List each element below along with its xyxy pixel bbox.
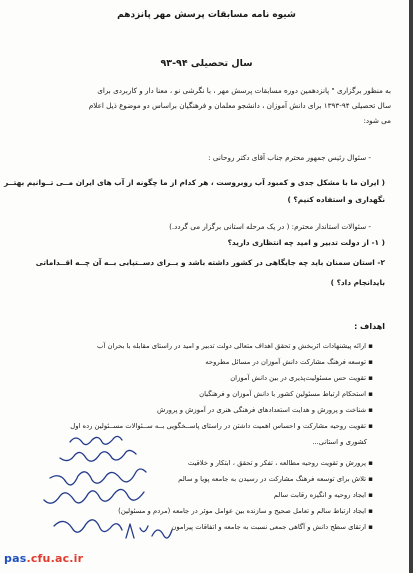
goal-item: ▪ ایجاد روحیه و انگیزه رقابت سالم	[273, 491, 373, 499]
goal-item: ▪ استحکام ارتباط مسئولین کشور با دانش آموزان و فرهنگیان	[199, 390, 373, 398]
handwritten-annotation	[30, 430, 190, 560]
document-title: شیوه نامه مسابقات پرسش مهر پانزدهم	[117, 10, 296, 20]
goal-item: ▪ توسعه فرهنگ مشارکت دانش آموزان در مسائل مطروحه	[205, 358, 373, 366]
goal-item: ▪ تقویت روحیه مشارکت و احساس اهمیت داشتن در راستای پاســخگویی بــه ســئوالات مســئولین رده اول	[70, 422, 373, 430]
question-2-sub-1: ( ۱- از دولت تدبیر و امید چه انتظاری دارید؟	[227, 238, 385, 247]
question-2-label: - سئوالات استاندار محترم: ( در یک مرحله استانی برگزار می گردد.)	[169, 222, 371, 231]
site-watermark: pas.cfu.ac.ir	[4, 552, 84, 565]
question-1-label: - سئوال رئیس جمهور محترم جناب آقای دکتر روحانی :	[208, 153, 371, 162]
intro-line-3: می شود:	[363, 116, 391, 125]
intro-line-2: سال تحصیلی ۹۴-۱۳۹۳ برای دانش آموزان ، دانشجو معلمان و فرهنگیان براساس دو موضوع ذیل اعلام	[88, 101, 391, 110]
goal-item: ▪ شناخت و پرورش و هدایت استعدادهای فرهنگی هنری در آموزش و پرورش	[157, 406, 373, 414]
goal-item: ▪ تلاش برای توسعه فرهنگ مشارکت در رسیدن به جامعه پویا و سالم	[178, 475, 373, 483]
question-2-sub-2-line-1: ۲- استان سمنان باید چه جایگاهی در کشور داشته باشد و بــرای دســتیابی بــه آن چــه اقــداماتی	[35, 258, 385, 267]
goal-item: ▪ ایجاد ارتباط سالم و تعامل صحیح و سازنده بین عوامل موثر در جامعه (مردم و مسئولین)	[118, 507, 373, 515]
question-1-text-line-2: نگهداری و استفاده کنیم؟ )	[287, 195, 385, 204]
goals-heading: اهداف :	[354, 322, 385, 331]
academic-year-title: سال تحصیلی ۹۴-۹۳	[160, 58, 253, 69]
question-1-text-line-1: ( ایران ما با مشکل جدی و کمبود آب روبروست ، هر کدام از ما چگونه از آب های ایران مــی تــوانیم بهتــر	[3, 178, 385, 187]
goal-item: ▪ ارتقای سطح دانش و آگاهی جمعی نسبت به جامعه و اتفاقات پیرامون	[171, 523, 373, 531]
scan-edge	[409, 0, 413, 573]
goal-item: ▪ تقویت حس مسئولیت‌پذیری در بین دانش آموزان	[230, 374, 373, 382]
goal-item: ▪ ارائه پیشنهادات اثربخش و تحقق اهداف متعالی دولت تدبیر و امید در راستای مقابله با بحران آب	[97, 342, 373, 350]
intro-line-1: به منظور برگزاری " پانزدهمین دوره مسابقات پرسش مهر ، با نگرشی نو ، معنا دار و کاربردی برای	[97, 86, 391, 95]
goal-item: ▪ پرورش و تقویت روحیه مطالعه ، تفکر و تحقق ، ابتکار و خلاقیت	[187, 459, 373, 467]
question-2-sub-2-line-2: بایدانجام داد؟ )	[330, 278, 385, 287]
goal-item-continuation: کشوری و استانی...	[312, 438, 367, 446]
